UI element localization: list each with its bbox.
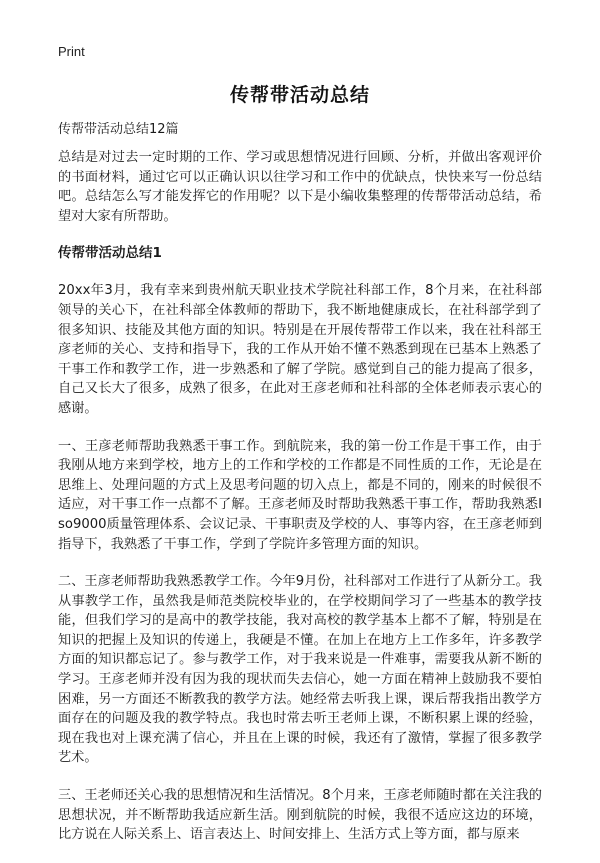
print-link[interactable]: Print <box>58 44 85 59</box>
document-subtitle: 传帮带活动总结12篇 <box>58 122 179 137</box>
body-paragraph: 二、王彦老师帮助我熟悉教学工作。今年9月份，社科部对工作进行了从新分工。我从事教学工作，虽然我是师范类院校毕业的，在学校期间学习了一些基本的教学技能，但我们学习的是高中的教学技能，我对高校的教学基本上都不了解，特别是在知识的把握上及知识的传递上，我硬是不懂。在加上在地方上工作多年，许多教学方面的知识都忘记了。参与教学工作，对于我来说是一件难事，需要我从新不断的学习。王彦老师并没有因为我的现状而失去信心，她一方面在精神上鼓励我不要怕困难，另一方面还不断教我的教学方法。她经常去听我上课，课后帮我指出教学方面存在的问题及我的教学特点。我也时常去听王老师上课，不断积累上课的经验，现在我也对上课充满了信心，并且在上课的时候，我还有了激情，掌握了很多教学艺术。 <box>58 574 542 766</box>
section-heading: 传帮带活动总结1 <box>58 245 162 262</box>
page-title: 传帮带活动总结 <box>229 84 370 106</box>
body-paragraph: 三、王老师还关心我的思想情况和生活情况。8个月来，王彦老师随时都在关注我的思想状况，并不断帮助我适应新生活。刚到航院的时候，我很不适应这边的环境，比方说在人际关系上、语言表达上、时间安排上、生活方式上等方面，都与原来 <box>58 788 542 843</box>
document-body <box>58 148 542 863</box>
body-paragraph: 一、王彦老师帮助我熟悉干事工作。到航院来，我的第一份工作是干事工作，由于我刚从地方来到学校，地方上的工作和学校的工作都是不同性质的工作，无论是在思维上、处理问题的方式上及思考问题的切入点上，都是不同的，刚来的时候很不适应，对干事工作一点都不了解。王彦老师及时帮助我熟悉干事工作，帮助我熟悉Iso9000质量管理体系、会议记录、干事职责及学校的人、事等内容，在王彦老师到指导下，我熟悉了干事工作，学到了学院许多管理方面的知识。 <box>58 438 542 552</box>
intro-paragraph: 总结是对过去一定时期的工作、学习或思想情况进行回顾、分析，并做出客观评价的书面材料，通过它可以正确认识以往学习和工作中的优缺点，快快来写一份总结吧。总结怎么写才能发挥它的作用呢？以下是小编收集整理的传帮带活动总结，希望对大家有所帮助。 <box>58 150 542 224</box>
body-paragraph: 20xx年3月，我有幸来到贵州航天职业技术学院社科部工作，8个月来，在社科部领导的关心下，在社科部全体教师的帮助下，我不断地健康成长，在社科部学到了很多知识、技能及其他方面的知识。特别是在开展传帮带工作以来，我在社科部王彦老师的关心、支持和指导下，我的工作从开始不懂不熟悉到现在已基本上熟悉了干事工作和教学工作，进一步熟悉和了解了学院。感觉到自己的能力提高了很多，自己又长大了很多，成熟了很多，在此对王彦老师和社科部的全体老师表示衷心的感谢。 <box>58 283 542 416</box>
